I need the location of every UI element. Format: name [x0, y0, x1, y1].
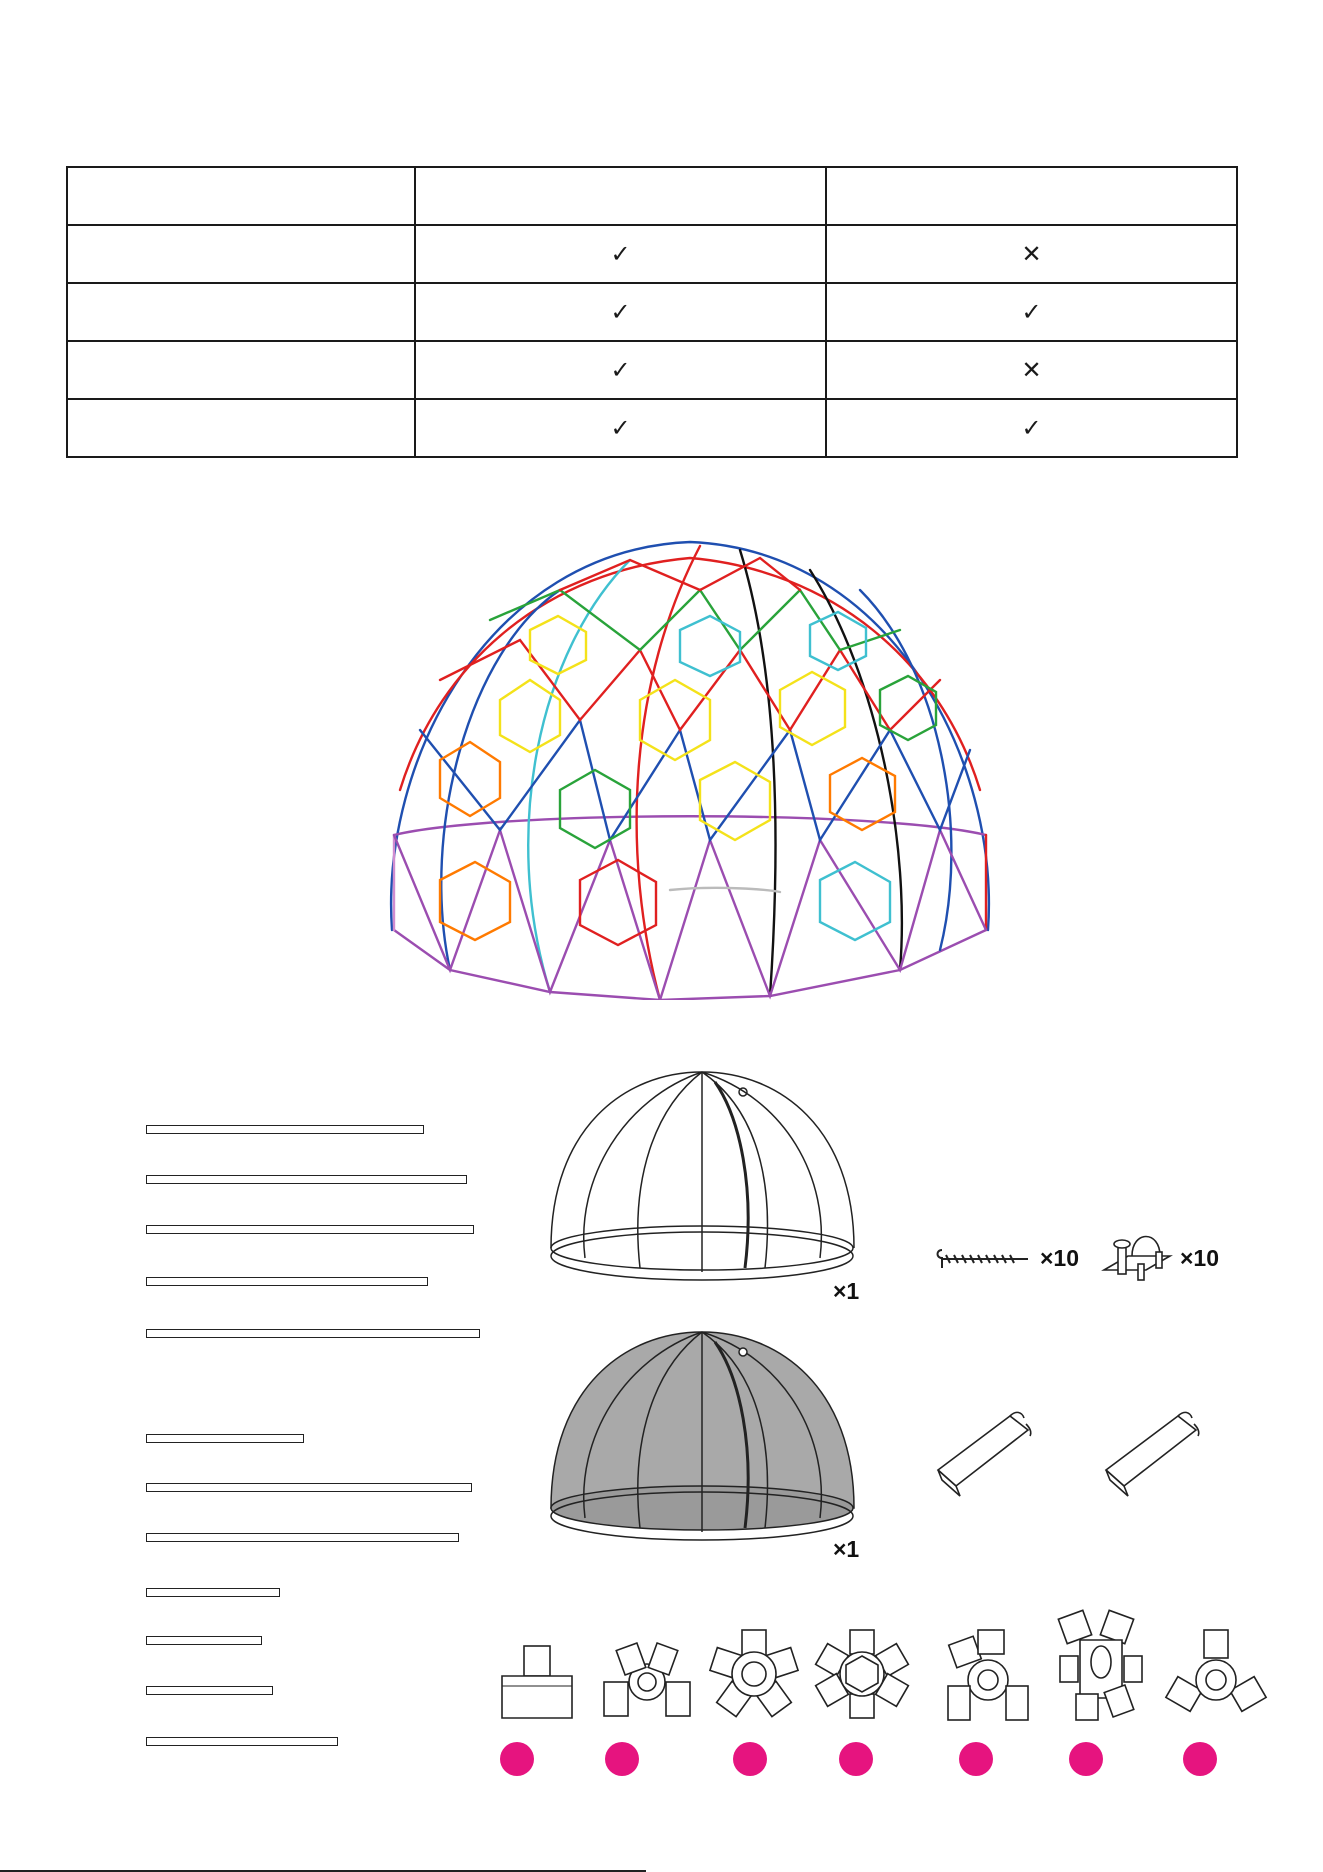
ground-stakes-quantity: ×10 [1040, 1245, 1080, 1271]
strut-bar [146, 1175, 467, 1184]
six-way-connector-icon [814, 1626, 910, 1722]
cross-mark-icon: ✕ [826, 341, 1237, 399]
strut-bar [146, 1329, 480, 1338]
five-way-connector-icon [706, 1626, 802, 1722]
check-mark-icon: ✓ [415, 341, 826, 399]
strut-bar [146, 1636, 262, 1645]
strut-bar [146, 1225, 474, 1234]
table-header-cell [415, 167, 826, 225]
connector-marker-dot [605, 1742, 639, 1776]
check-mark-icon: ✓ [415, 225, 826, 283]
check-mark-icon: ✓ [415, 283, 826, 341]
strut-bar [146, 1125, 424, 1134]
strut-bar [146, 1277, 428, 1286]
strut-bar [146, 1686, 273, 1695]
table-row [67, 399, 1237, 457]
row-label [67, 399, 415, 457]
t-connector-icon [498, 1640, 576, 1724]
strut-bar [146, 1434, 304, 1443]
table-header-cell [826, 167, 1237, 225]
geodesic-dome-illustration [380, 530, 1000, 1000]
four-way-connector-icon [600, 1638, 694, 1724]
check-mark-icon: ✓ [826, 399, 1237, 457]
connector-marker-dot [839, 1742, 873, 1776]
anchor-clamp-icon [1098, 1226, 1178, 1292]
comparison-table [66, 166, 1238, 458]
table-header-row [67, 167, 1237, 225]
row-label [67, 283, 415, 341]
ground-stake-icon [932, 1244, 1032, 1274]
cross-mark-icon: ✕ [826, 225, 1237, 283]
connector-marker-dot [733, 1742, 767, 1776]
three-way-connector-icon [1164, 1626, 1268, 1722]
strut-bar [146, 1483, 472, 1492]
check-mark-icon: ✓ [415, 399, 826, 457]
table-row [67, 341, 1237, 399]
table-row [67, 283, 1237, 341]
connector-marker-dot [959, 1742, 993, 1776]
door-connector-icon [944, 1626, 1034, 1724]
connector-marker-dot [1183, 1742, 1217, 1776]
strut-bar [146, 1533, 459, 1542]
anchor-clamps-quantity: ×10 [1180, 1245, 1220, 1271]
check-mark-icon: ✓ [826, 283, 1237, 341]
storage-bag-icon [930, 1408, 1040, 1498]
mesh-cover-quantity: ×1 [833, 1536, 860, 1562]
tall-door-connector-icon [1056, 1608, 1146, 1724]
row-label [67, 225, 415, 283]
connector-marker-dot [500, 1742, 534, 1776]
strut-bar [146, 1588, 280, 1597]
footer-rule [0, 1870, 646, 1872]
strut-bar [146, 1737, 338, 1746]
clear-cover-quantity: ×1 [833, 1278, 860, 1304]
storage-bag-icon [1098, 1408, 1208, 1498]
mesh-dome-cover-icon [545, 1328, 860, 1550]
clear-dome-cover-icon [545, 1068, 860, 1290]
table-header-cell [67, 167, 415, 225]
table-row [67, 225, 1237, 283]
connector-marker-dot [1069, 1742, 1103, 1776]
row-label [67, 341, 415, 399]
